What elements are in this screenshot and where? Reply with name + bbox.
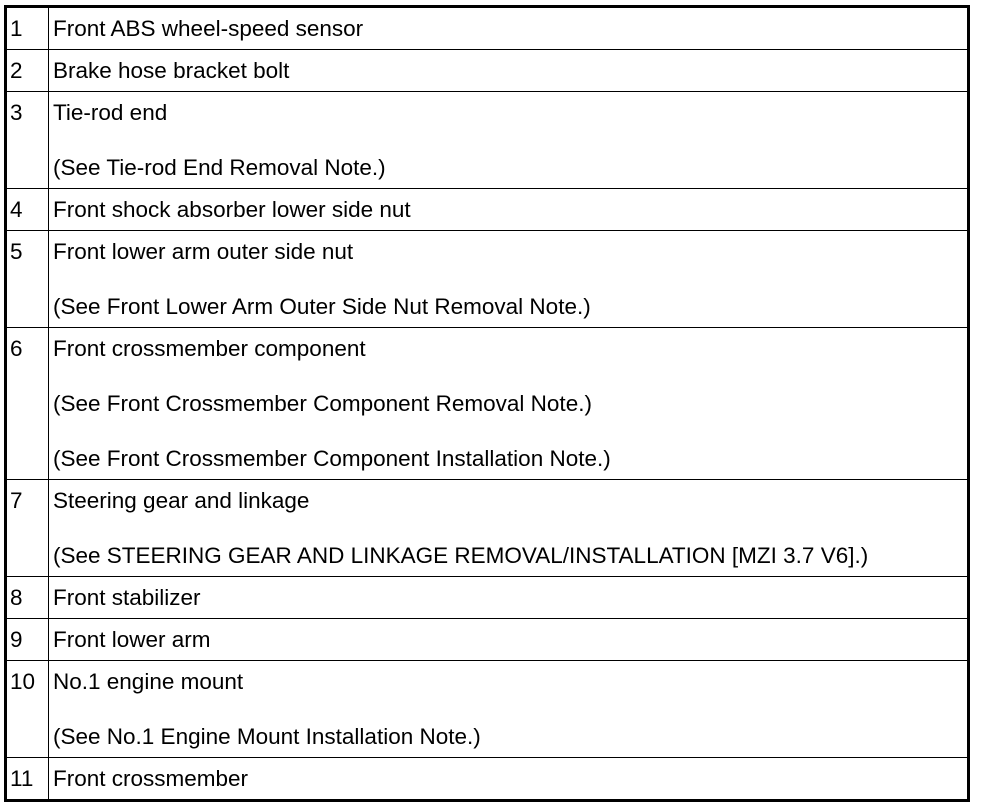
part-name: Front lower arm outer side nut bbox=[53, 239, 354, 264]
reference-note: (See Front Lower Arm Outer Side Nut Removal Note.) bbox=[53, 294, 591, 319]
part-name: Front crossmember bbox=[53, 766, 249, 791]
item-description bbox=[49, 619, 969, 661]
item-number: 6 bbox=[6, 328, 49, 480]
item-number: 9 bbox=[6, 619, 49, 661]
item-number: 5 bbox=[6, 231, 49, 328]
part-name: Steering gear and linkage bbox=[53, 488, 310, 513]
reference-note: (See Front Crossmember Component Removal Note.) bbox=[53, 391, 592, 416]
item-description bbox=[49, 92, 969, 189]
reference-note: (See No.1 Engine Mount Installation Note.) bbox=[53, 724, 481, 749]
part-name: Tie-rod end bbox=[53, 100, 168, 125]
item-number: 2 bbox=[6, 50, 49, 92]
table-row bbox=[6, 92, 969, 189]
item-description bbox=[49, 50, 969, 92]
reference-note: (See Front Crossmember Component Installation Note.) bbox=[53, 446, 611, 471]
item-description bbox=[49, 661, 969, 758]
table-row bbox=[6, 7, 969, 50]
parts-table-body bbox=[6, 7, 969, 801]
table-row bbox=[6, 231, 969, 328]
table-row bbox=[6, 577, 969, 619]
part-name: Brake hose bracket bolt bbox=[53, 58, 290, 83]
part-name: Front stabilizer bbox=[53, 585, 201, 610]
part-name: No.1 engine mount bbox=[53, 669, 244, 694]
item-description bbox=[49, 577, 969, 619]
part-name: Front ABS wheel-speed sensor bbox=[53, 16, 364, 41]
table-row bbox=[6, 328, 969, 480]
item-description bbox=[49, 480, 969, 577]
table-row bbox=[6, 480, 969, 577]
item-number: 1 bbox=[6, 7, 49, 50]
table-row bbox=[6, 189, 969, 231]
table-row bbox=[6, 619, 969, 661]
table-row bbox=[6, 50, 969, 92]
item-number: 3 bbox=[6, 92, 49, 189]
item-number: 10 bbox=[6, 661, 49, 758]
item-number: 8 bbox=[6, 577, 49, 619]
parts-table bbox=[4, 5, 970, 802]
item-description bbox=[49, 231, 969, 328]
item-description bbox=[49, 758, 969, 801]
reference-note: (See STEERING GEAR AND LINKAGE REMOVAL/INSTALLATION [MZI 3.7 V6].) bbox=[53, 543, 869, 568]
item-number: 7 bbox=[6, 480, 49, 577]
part-name: Front shock absorber lower side nut bbox=[53, 197, 411, 222]
item-number: 11 bbox=[6, 758, 49, 801]
item-description bbox=[49, 328, 969, 480]
item-number: 4 bbox=[6, 189, 49, 231]
part-name: Front lower arm bbox=[53, 627, 211, 652]
part-name: Front crossmember component bbox=[53, 336, 366, 361]
table-row bbox=[6, 758, 969, 801]
table-row bbox=[6, 661, 969, 758]
item-description bbox=[49, 7, 969, 50]
reference-note: (See Tie-rod End Removal Note.) bbox=[53, 155, 386, 180]
item-description bbox=[49, 189, 969, 231]
